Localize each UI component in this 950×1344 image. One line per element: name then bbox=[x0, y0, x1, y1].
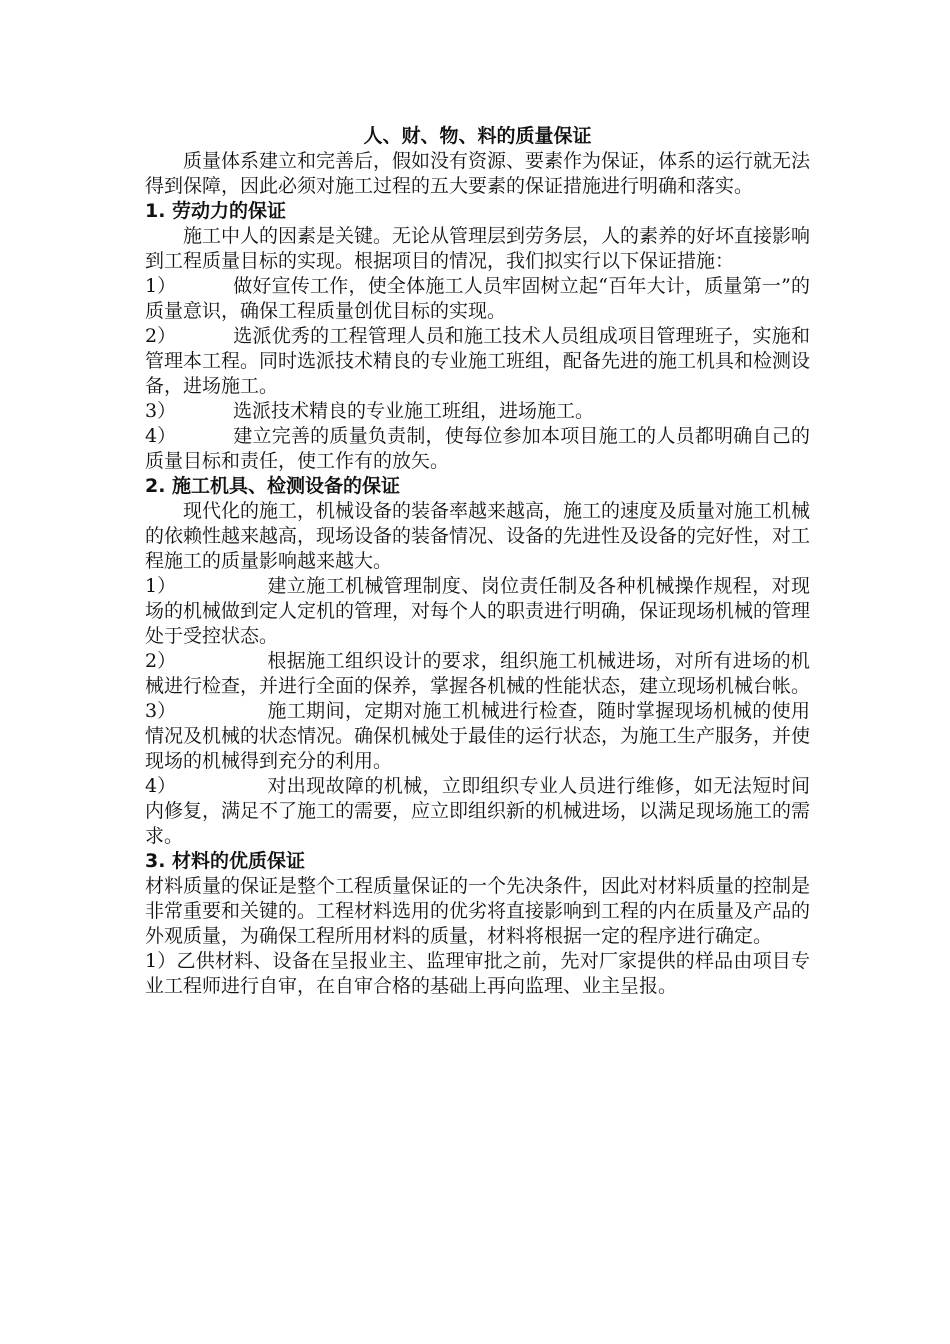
item-text: 施工期间，定期对施工机械进行检查，随时掌握现场机械的使用情况及机械的状态情况。确保机械处于最佳的运行状态，为施工生产服务，并使现场的机械得到充分的利用。 bbox=[145, 700, 811, 772]
item-number: 1） bbox=[145, 275, 177, 297]
item-number: 1） bbox=[145, 575, 177, 597]
list-item bbox=[145, 699, 810, 774]
document-title: 人、财、物、料的质量保证 bbox=[363, 125, 592, 147]
list-item bbox=[145, 649, 810, 699]
section-heading: 1. 劳动力的保证 bbox=[145, 200, 287, 222]
list-item bbox=[145, 574, 810, 649]
list-item bbox=[145, 324, 810, 399]
item-text: 建立完善的质量负责制，使每位参加本项目施工的人员都明确自己的质量目标和责任，使工作有的放矢。 bbox=[145, 425, 810, 472]
item-text: 对出现故障的机械，立即组织专业人员进行维修，如无法短时间内修复，满足不了施工的需要，应立即组织新的机械进场，以满足现场施工的需求。 bbox=[145, 775, 811, 847]
item-text: 选派技术精良的专业施工班组，进场施工。 bbox=[233, 400, 595, 422]
section-intro: 现代化的施工，机械设备的装备率越来越高，施工的速度及质量对施工机械的依赖性越来越高，现场设备的装备情况、设备的先进性及设备的完好性，对工程施工的质量影响越来越大。 bbox=[145, 500, 811, 572]
section-heading: 3. 材料的优质保证 bbox=[145, 850, 306, 872]
list-item bbox=[145, 949, 810, 999]
item-number: 4） bbox=[145, 775, 177, 797]
item-text: 根据施工组织设计的要求，组织施工机械进场，对所有进场的机械进行检查，并进行全面的保养，掌握各机械的性能状态，建立现场机械台帐。 bbox=[145, 650, 811, 697]
section-heading: 2. 施工机具、检测设备的保证 bbox=[145, 475, 401, 497]
item-text: 选派优秀的工程管理人员和施工技术人员组成项目管理班子，实施和管理本工程。同时选派技术精良的专业施工班组，配备先进的施工机具和检测设备，进场施工。 bbox=[145, 325, 811, 397]
item-number: 1） bbox=[145, 950, 177, 972]
item-text: 乙供材料、设备在呈报业主、监理审批之前，先对厂家提供的样品由项目专业工程师进行自审，在自审合格的基础上再向监理、业主呈报。 bbox=[145, 950, 810, 997]
item-number: 4） bbox=[145, 425, 177, 447]
item-text: 建立施工机械管理制度、岗位责任制及各种机械操作规程，对现场的机械做到定人定机的管理，对每个人的职责进行明确，保证现场机械的管理处于受控状态。 bbox=[145, 575, 811, 647]
item-text: 做好宣传工作，使全体施工人员牢固树立起“百年大计，质量第一”的质量意识，确保工程质量创优目标的实现。 bbox=[145, 275, 810, 322]
list-item bbox=[145, 424, 810, 474]
list-item bbox=[145, 774, 810, 849]
item-number: 2） bbox=[145, 325, 177, 347]
list-item bbox=[145, 274, 810, 324]
item-number: 3） bbox=[145, 400, 177, 422]
section-intro: 施工中人的因素是关键。无论从管理层到劳务层，人的素养的好坏直接影响到工程质量目标的实现。根据项目的情况，我们拟实行以下保证措施： bbox=[145, 225, 811, 272]
item-number: 2） bbox=[145, 650, 177, 672]
item-number: 3） bbox=[145, 700, 177, 722]
list-item bbox=[145, 399, 810, 424]
section-intro: 材料质量的保证是整个工程质量保证的一个先决条件，因此对材料质量的控制是非常重要和关键的。工程材料选用的优劣将直接影响到工程的内在质量及产品的外观质量，为确保工程所用材料的质量，材料将根据一定的程序进行确定。 bbox=[145, 875, 811, 947]
document-page bbox=[145, 124, 810, 999]
intro-paragraph: 质量体系建立和完善后，假如没有资源、要素作为保证，体系的运行就无法得到保障，因此必须对施工过程的五大要素的保证措施进行明确和落实。 bbox=[145, 150, 811, 197]
